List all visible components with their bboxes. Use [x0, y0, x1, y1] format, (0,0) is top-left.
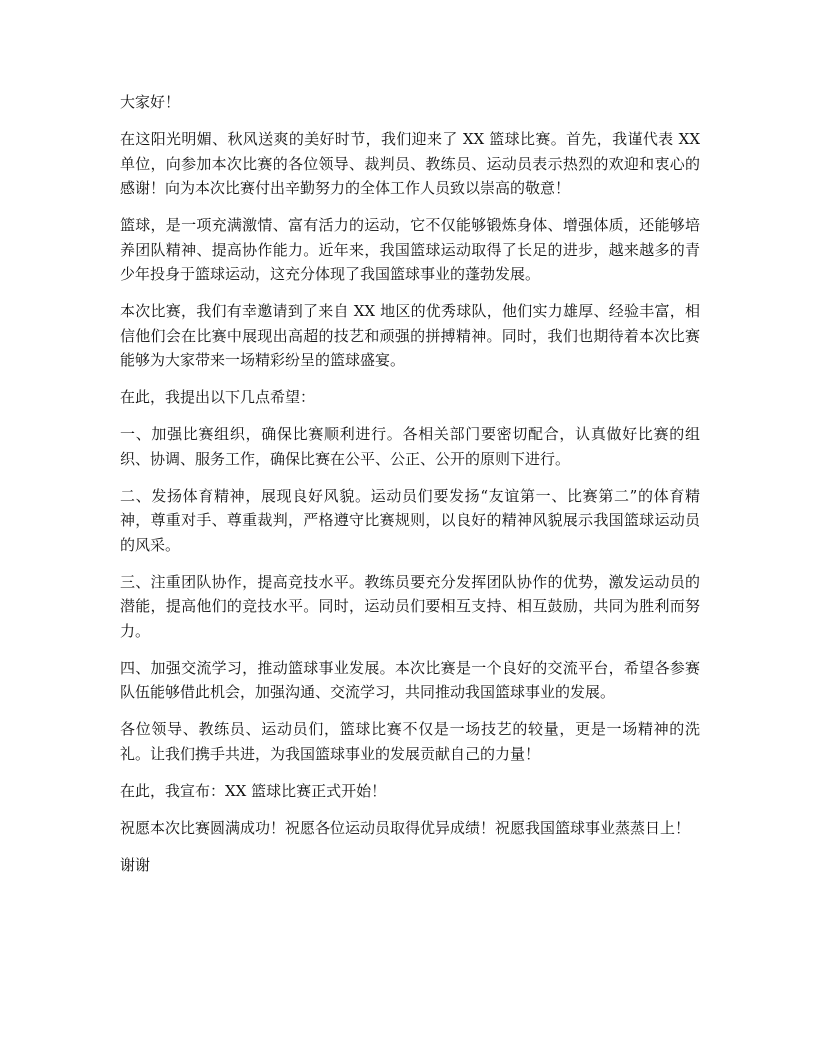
greeting: 大家好！ [120, 93, 181, 111]
paragraph-hope-1: 一、加强比赛组织，确保比赛顺利进行。各相关部门要密切配合，认真做好比赛的组织、协调、服务工作，确保比赛在公平、公正、公开的原则下进行。 [120, 425, 700, 468]
paragraph-competition: 本次比赛，我们有幸邀请到了来自 XX 地区的优秀球队，他们实力雄厚、经验丰富，相信他们会在比赛中展现出高超的技艺和顽强的拼搏精神。同时，我们也期待着本次比赛能够为大家带来一场精彩纷呈的篮球盛宴。 [120, 302, 700, 369]
paragraph-hope-2: 二、发扬体育精神，展现良好风貌。运动员们要发扬“友谊第一、比赛第二”的体育精神，尊重对手、尊重裁判，严格遵守比赛规则，以良好的精神风貌展示我国篮球运动员的风采。 [120, 486, 700, 554]
paragraph-hope-4: 四、加强交流学习，推动篮球事业发展。本次比赛是一个良好的交流平台，希望各参赛队伍能够借此机会，加强沟通、交流学习，共同推动我国篮球事业的发展。 [120, 658, 700, 701]
paragraph-hope-3: 三、注重团队协作，提高竞技水平。教练员要充分发挥团队协作的优势，激发运动员的潜能，提高他们的竞技水平。同时，运动员们要相互支持、相互鼓励，共同为胜利而努力。 [120, 572, 700, 640]
paragraph-wishes: 祝愿本次比赛圆满成功！祝愿各位运动员取得优异成绩！祝愿我国篮球事业蒸蒸日上！ [120, 818, 691, 837]
paragraph-welcome: 在这阳光明媚、秋风送爽的美好时节，我们迎来了 XX 篮球比赛。首先，我谨代表 XX 单位，向参加本次比赛的各位领导、裁判员、教练员、运动员表示热烈的欢迎和衷心的感谢！向为本次比赛付出辛勤努力的全体工作人员致以崇高的敬意！ [120, 130, 700, 197]
paragraph-declaration: 在此，我宣布：XX 篮球比赛正式开始！ [120, 781, 387, 800]
paragraph-basketball: 篮球，是一项充满激情、富有活力的运动，它不仅能够锻炼身体、增强体质，还能够培养团队精神、提高协作能力。近年来，我国篮球运动取得了长足的进步，越来越多的青少年投身于篮球运动，这充分体现了我国篮球事业的蓬勃发展。 [120, 216, 700, 283]
paragraph-appeal: 各位领导、教练员、运动员们，篮球比赛不仅是一场技艺的较量，更是一场精神的洗礼。让我们携手共进，为我国篮球事业的发展贡献自己的力量！ [120, 720, 700, 763]
closing-thanks: 谢谢 [120, 855, 151, 874]
document-body [120, 90, 700, 890]
paragraph-hopes-intro: 在此，我提出以下几点希望： [120, 388, 316, 406]
